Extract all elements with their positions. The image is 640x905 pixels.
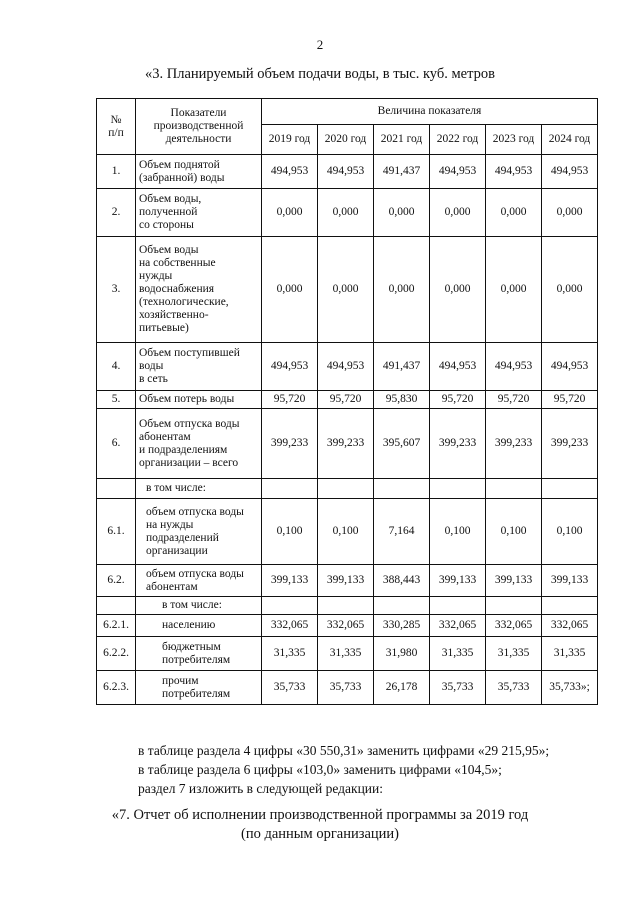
row-value: 35,733 [262, 671, 318, 705]
row-value: 26,178 [374, 671, 430, 705]
row-label: бюджетным потребителям [136, 637, 262, 671]
row-value [542, 597, 598, 615]
row-number: 1. [97, 155, 136, 189]
row-label: в том числе: [136, 479, 262, 499]
row-value: 395,607 [374, 409, 430, 479]
row-value: 0,000 [430, 237, 486, 343]
table-row [97, 343, 598, 391]
header-year: 2020 год [318, 125, 374, 155]
table-row [97, 597, 598, 615]
row-value: 494,953 [430, 155, 486, 189]
row-value [486, 597, 542, 615]
row-value: 31,335 [318, 637, 374, 671]
row-value [430, 479, 486, 499]
row-value: 0,000 [318, 237, 374, 343]
row-number [97, 597, 136, 615]
row-value [542, 479, 598, 499]
row-value: 35,733»; [542, 671, 598, 705]
row-value: 494,953 [262, 155, 318, 189]
row-value: 31,980 [374, 637, 430, 671]
row-value: 0,000 [374, 237, 430, 343]
row-number: 6.2.1. [97, 615, 136, 637]
amendment-text [138, 741, 608, 798]
row-value: 399,233 [262, 409, 318, 479]
row-value [318, 597, 374, 615]
row-value [486, 479, 542, 499]
row-value: 0,000 [542, 189, 598, 237]
header-year: 2019 год [262, 125, 318, 155]
row-value: 332,065 [542, 615, 598, 637]
table-row [97, 189, 598, 237]
row-number: 6.2.3. [97, 671, 136, 705]
row-value: 491,437 [374, 155, 430, 189]
row-value: 491,437 [374, 343, 430, 391]
row-value: 399,133 [262, 565, 318, 597]
row-value: 399,133 [430, 565, 486, 597]
row-number: 6.1. [97, 499, 136, 565]
row-label: в том числе: [136, 597, 262, 615]
table-row [97, 155, 598, 189]
row-value: 0,100 [542, 499, 598, 565]
header-year: 2021 год [374, 125, 430, 155]
row-value: 31,335 [430, 637, 486, 671]
table-row [97, 391, 598, 409]
row-value: 0,100 [486, 499, 542, 565]
section-7-heading [0, 806, 640, 844]
page-number: 2 [316, 37, 324, 52]
row-value: 399,233 [486, 409, 542, 479]
row-value: 332,065 [486, 615, 542, 637]
amendment-line: раздел 7 изложить в следующей редакции: [138, 781, 384, 796]
row-value: 0,000 [318, 189, 374, 237]
row-number: 4. [97, 343, 136, 391]
row-label: объем отпуска воды абонентам [136, 565, 262, 597]
row-number: 6. [97, 409, 136, 479]
row-value: 399,133 [542, 565, 598, 597]
row-value: 0,000 [374, 189, 430, 237]
row-label: населению [136, 615, 262, 637]
row-value: 494,953 [318, 155, 374, 189]
row-value [262, 597, 318, 615]
row-value: 95,720 [486, 391, 542, 409]
row-value: 35,733 [430, 671, 486, 705]
row-label: прочим потребителям [136, 671, 262, 705]
row-value: 332,065 [262, 615, 318, 637]
row-label: Объем воды на собственные нужды водоснабжения (технологические, хозяйственно- питьевые) [136, 237, 262, 343]
row-value: 0,000 [262, 189, 318, 237]
row-value: 399,133 [318, 565, 374, 597]
row-value: 0,000 [486, 189, 542, 237]
row-label: объем отпуска воды на нужды подразделений организации [136, 499, 262, 565]
row-value: 35,733 [318, 671, 374, 705]
row-value [374, 597, 430, 615]
row-value: 388,443 [374, 565, 430, 597]
row-value: 332,065 [318, 615, 374, 637]
row-value: 0,000 [486, 237, 542, 343]
row-value [374, 479, 430, 499]
table-row [97, 565, 598, 597]
row-label: Объем поступившей воды в сеть [136, 343, 262, 391]
row-value: 399,133 [486, 565, 542, 597]
header-year: 2022 год [430, 125, 486, 155]
row-value: 399,233 [542, 409, 598, 479]
row-value: 0,000 [262, 237, 318, 343]
header-year: 2024 год [542, 125, 598, 155]
table-row [97, 409, 598, 479]
row-value: 0,000 [430, 189, 486, 237]
row-label: Объем воды, полученной со стороны [136, 189, 262, 237]
row-value: 330,285 [374, 615, 430, 637]
row-value: 31,335 [542, 637, 598, 671]
row-value: 0,100 [430, 499, 486, 565]
row-value: 494,953 [318, 343, 374, 391]
row-value [430, 597, 486, 615]
table-row [97, 499, 598, 565]
table-row [97, 671, 598, 705]
row-value: 494,953 [542, 155, 598, 189]
row-value: 494,953 [430, 343, 486, 391]
header-indicator: Показатели производственной деятельности [136, 99, 262, 155]
row-value: 95,720 [262, 391, 318, 409]
table-row [97, 237, 598, 343]
row-value: 0,000 [542, 237, 598, 343]
table-row [97, 479, 598, 499]
row-value: 494,953 [486, 343, 542, 391]
row-value: 7,164 [374, 499, 430, 565]
row-number: 3. [97, 237, 136, 343]
row-value: 31,335 [486, 637, 542, 671]
amendment-line: в таблице раздела 6 цифры «103,0» заменить цифрами «104,5»; [138, 762, 502, 777]
row-label: Объем потерь воды [136, 391, 262, 409]
amendment-line: в таблице раздела 4 цифры «30 550,31» заменить цифрами «29 215,95»; [138, 743, 550, 758]
header-value-group: Величина показателя [262, 99, 598, 125]
row-number: 6.2. [97, 565, 136, 597]
row-value: 31,335 [262, 637, 318, 671]
row-value: 0,100 [262, 499, 318, 565]
row-number: 6.2.2. [97, 637, 136, 671]
row-number: 5. [97, 391, 136, 409]
row-value: 494,953 [262, 343, 318, 391]
row-value: 35,733 [486, 671, 542, 705]
row-number [97, 479, 136, 499]
row-label: Объем отпуска воды абонентам и подразделениям организации – всего [136, 409, 262, 479]
row-value: 494,953 [486, 155, 542, 189]
header-num: № п/п [97, 99, 136, 155]
row-value: 95,830 [374, 391, 430, 409]
table-title: «3. Планируемый объем подачи воды, в тыс. куб. метров [145, 66, 495, 82]
row-number: 2. [97, 189, 136, 237]
row-value [318, 479, 374, 499]
row-value: 332,065 [430, 615, 486, 637]
table-row [97, 637, 598, 671]
row-value [262, 479, 318, 499]
section-7-title: «7. Отчет об исполнении производственной программы за 2019 год [111, 807, 529, 823]
row-value: 95,720 [318, 391, 374, 409]
header-year: 2023 год [486, 125, 542, 155]
row-value: 399,233 [430, 409, 486, 479]
row-value: 399,233 [318, 409, 374, 479]
row-value: 0,100 [318, 499, 374, 565]
row-value: 95,720 [542, 391, 598, 409]
section-7-subtitle: (по данным организации) [240, 826, 399, 842]
row-value: 95,720 [430, 391, 486, 409]
row-label: Объем поднятой (забранной) воды [136, 155, 262, 189]
water-supply-table [96, 98, 598, 705]
table-row [97, 615, 598, 637]
row-value: 494,953 [542, 343, 598, 391]
